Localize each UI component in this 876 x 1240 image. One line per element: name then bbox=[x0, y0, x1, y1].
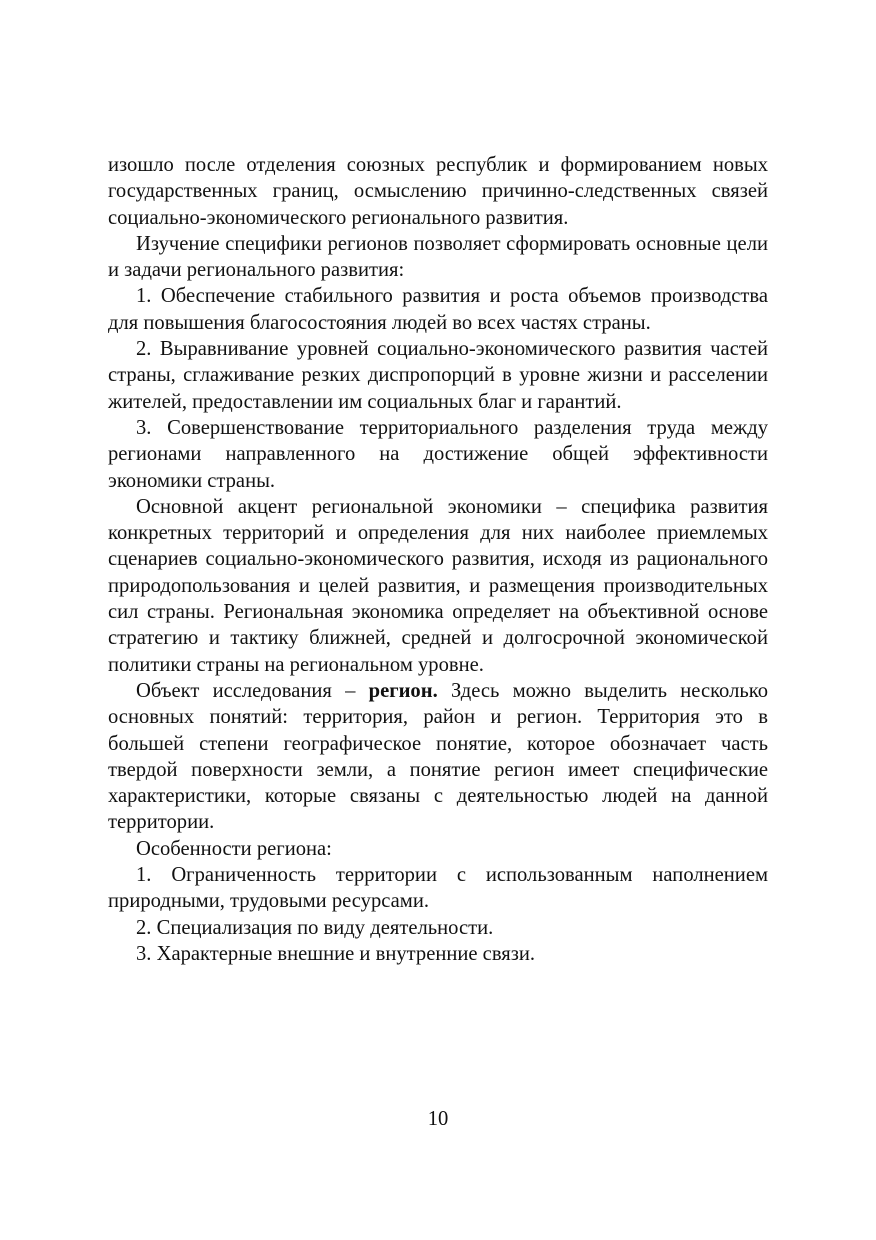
paragraph-features-heading: Особенности региона: bbox=[136, 837, 332, 860]
research-object-lead: Объект исследования – bbox=[136, 679, 369, 702]
research-object-rest: Здесь можно выделить несколько основных понятий: территория, район и регион. Территория это в большей степени географическое понятие, которое обозначает часть твердой поверхности земли, а понятие регион имеет специфические характеристики, которые связаны с деятельностью людей на данной территории. bbox=[108, 679, 769, 834]
paragraph-research-object bbox=[108, 678, 768, 836]
list-item-feature-1: 1. Ограниченность территории с использованным наполнением природными, трудовыми ресурсами. bbox=[108, 864, 768, 913]
list-item-goal-2: 2. Выравнивание уровней социально-экономического развития частей страны, сглаживание резких диспропорций в уровне жизни и расселении жителей, предоставлении им социальных благ и гарантий. bbox=[108, 338, 768, 413]
paragraph-goals-intro: Изучение специфики регионов позволяет сформировать основные цели и задачи регионального развития: bbox=[108, 232, 768, 282]
list-item-feature-2: 2. Специализация по виду деятельности. bbox=[136, 916, 494, 939]
paragraph-main-accent: Основной акцент региональной экономики – специфика развития конкретных территорий и определения для них наиболее приемлемых сценариев социально-экономического развития, исходя из рационального природопользования и целей развития, и размещения производительных сил страны. Региональная экономика определяет на объективной основе стратегию и тактику ближней, средней и долгосрочной экономической политики страны на региональном уровне. bbox=[108, 495, 768, 676]
list-item-goal-1: 1. Обеспечение стабильного развития и роста объемов производства для повышения благосостояния людей во всех частях страны. bbox=[108, 285, 768, 334]
paragraph-continuation: изошло после отделения союзных республик и формированием новых государственных границ, осмыслению причинно-следственных связей социально-экономического регионального развития. bbox=[108, 154, 768, 229]
page-number: 10 bbox=[427, 1108, 449, 1130]
page-body bbox=[108, 152, 768, 967]
list-item-feature-3: 3. Характерные внешние и внутренние связи. bbox=[136, 942, 536, 965]
list-item-goal-3: 3. Совершенствование территориального разделения труда между регионами направленного на достижение общей эффективности экономики страны. bbox=[108, 416, 768, 492]
term-region-bold: регион. bbox=[368, 679, 438, 702]
